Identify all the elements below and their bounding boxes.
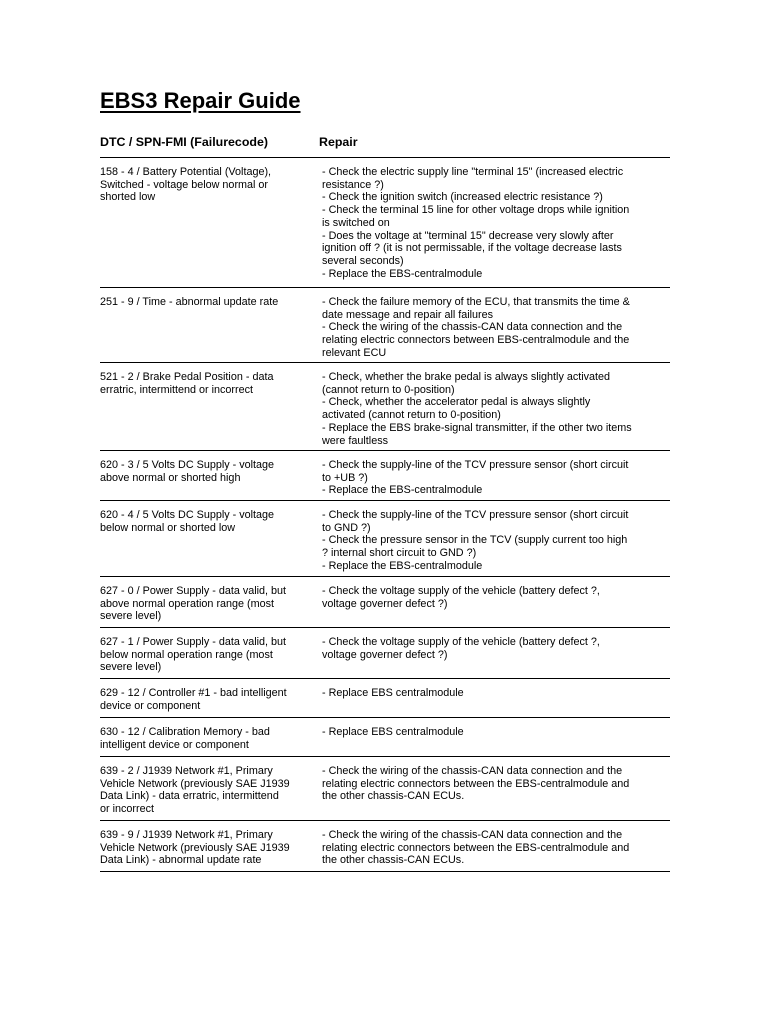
table-row xyxy=(100,628,670,679)
repair-text-line: - Replace the EBS-centralmodule xyxy=(322,267,483,280)
table-row xyxy=(100,288,670,363)
document-title: EBS3 Repair Guide xyxy=(100,88,301,113)
repair-text-line: is switched on xyxy=(322,216,390,229)
repair-cell xyxy=(322,371,670,447)
repair-text-line: - Check the wiring of the chassis-CAN data connection and the xyxy=(322,321,623,334)
repair-text-line: - Check the ignition switch (increased electric resistance ?) xyxy=(322,191,603,204)
dtc-cell xyxy=(100,765,305,816)
repair-text-line: - Does the voltage at "terminal 15" decrease very slowly after xyxy=(322,229,614,242)
dtc-cell xyxy=(100,636,305,674)
dtc-text-line: below normal or shorted low xyxy=(100,521,236,534)
repair-text-line: - Replace EBS centralmodule xyxy=(322,687,464,699)
dtc-text-line: Vehicle Network (previously SAE J1939 xyxy=(100,841,290,854)
repair-text-line: ? internal short circuit to GND ?) xyxy=(322,547,477,560)
dtc-cell xyxy=(100,726,305,751)
repair-text-line: - Check the terminal 15 line for other voltage drops while ignition xyxy=(322,204,630,217)
dtc-text-line: 620 - 3 / 5 Volts DC Supply - voltage xyxy=(100,459,275,471)
dtc-text-line: 521 - 2 / Brake Pedal Position - data xyxy=(100,371,274,383)
table-row xyxy=(100,451,670,501)
repair-text-line: - Check, whether the brake pedal is always slightly activated xyxy=(322,371,611,383)
repair-cell xyxy=(322,166,670,280)
dtc-cell xyxy=(100,687,305,712)
dtc-text-line: erratric, intermittend or incorrect xyxy=(100,383,254,396)
repair-text-line: several seconds) xyxy=(322,254,404,267)
table-row xyxy=(100,501,670,577)
repair-text-line: voltage governer defect ?) xyxy=(322,648,448,661)
repair-text-line: - Replace the EBS-centralmodule xyxy=(322,484,483,497)
dtc-text-line: above normal or shorted high xyxy=(100,471,241,484)
table-row xyxy=(100,363,670,451)
dtc-text-line: 620 - 4 / 5 Volts DC Supply - voltage xyxy=(100,509,275,521)
dtc-text-line: intelligent device or component xyxy=(100,738,249,751)
dtc-cell xyxy=(100,371,305,396)
repair-text-line: - Check the voltage supply of the vehicle (battery defect ?, xyxy=(322,636,600,648)
repair-text-line: - Replace the EBS-centralmodule xyxy=(322,559,483,572)
repair-cell xyxy=(322,636,670,661)
dtc-text-line: above normal operation range (most xyxy=(100,597,275,610)
repair-text-line: relating electric connectors between the EBS-centralmodule and xyxy=(322,841,630,854)
dtc-cell xyxy=(100,829,305,867)
repair-text-line: - Check the failure memory of the ECU, that transmits the time & xyxy=(322,296,630,308)
repair-text-line: to GND ?) xyxy=(322,521,371,534)
dtc-cell xyxy=(100,509,305,534)
repair-cell xyxy=(322,296,670,360)
dtc-text-line: 627 - 0 / Power Supply - data valid, but xyxy=(100,585,287,597)
dtc-text-line: Data Link) - abnormal update rate xyxy=(100,854,262,867)
repair-text-line: voltage governer defect ?) xyxy=(322,597,448,610)
dtc-text-line: severe level) xyxy=(100,661,162,674)
repair-text-line: resistance ?) xyxy=(322,178,384,191)
repair-text-line: (cannot return to 0-position) xyxy=(322,383,455,396)
repair-text-line: the other chassis-CAN ECUs. xyxy=(322,854,465,867)
dtc-cell xyxy=(100,459,305,484)
dtc-text-line: 629 - 12 / Controller #1 - bad intelligent xyxy=(100,687,287,699)
table-row xyxy=(100,718,670,757)
repair-text-line: - Check, whether the accelerator pedal is always slightly xyxy=(322,396,591,409)
table-row xyxy=(100,158,670,288)
dtc-text-line: Data Link) - data erratric, intermittend xyxy=(100,790,279,803)
repair-table xyxy=(100,158,670,872)
repair-text-line: - Check the supply-line of the TCV pressure sensor (short circuit xyxy=(322,509,629,521)
repair-text-line: - Check the electric supply line "terminal 15" (increased electric xyxy=(322,166,624,178)
repair-text-line: - Check the voltage supply of the vehicle (battery defect ?, xyxy=(322,585,600,597)
dtc-text-line: 158 - 4 / Battery Potential (Voltage), xyxy=(100,166,272,178)
dtc-text-line: 639 - 9 / J1939 Network #1, Primary xyxy=(100,829,273,841)
repair-cell xyxy=(322,726,670,739)
repair-cell xyxy=(322,687,670,700)
repair-text-line: the other chassis-CAN ECUs. xyxy=(322,790,465,803)
dtc-cell xyxy=(100,166,305,204)
dtc-text-line: 251 - 9 / Time - abnormal update rate xyxy=(100,296,279,308)
dtc-text-line: below normal operation range (most xyxy=(100,648,273,661)
table-row xyxy=(100,821,670,872)
repair-cell xyxy=(322,585,670,610)
dtc-text-line: Vehicle Network (previously SAE J1939 xyxy=(100,777,290,790)
repair-text-line: ignition off ? (it is not permissable, if the voltage decrease lasts xyxy=(322,242,622,255)
repair-text-line: - Check the pressure sensor in the TCV (supply current too high xyxy=(322,534,628,547)
table-row xyxy=(100,757,670,821)
repair-text-line: activated (cannot return to 0-position) xyxy=(322,409,501,422)
repair-text-line: relating electric connectors between the EBS-centralmodule and xyxy=(322,777,630,790)
table-row xyxy=(100,679,670,718)
repair-cell xyxy=(322,459,670,497)
dtc-text-line: 627 - 1 / Power Supply - data valid, but xyxy=(100,636,287,648)
dtc-text-line: 639 - 2 / J1939 Network #1, Primary xyxy=(100,765,273,777)
dtc-text-line: severe level) xyxy=(100,610,162,623)
column-header-dtc: DTC / SPN-FMI (Failurecode) xyxy=(100,135,268,149)
repair-text-line: - Check the wiring of the chassis-CAN data connection and the xyxy=(322,765,623,777)
dtc-text-line: 630 - 12 / Calibration Memory - bad xyxy=(100,726,270,738)
repair-text-line: - Check the supply-line of the TCV pressure sensor (short circuit xyxy=(322,459,629,471)
repair-text-line: to +UB ?) xyxy=(322,471,368,484)
repair-text-line: relevant ECU xyxy=(322,346,387,359)
repair-text-line: - Replace EBS centralmodule xyxy=(322,726,464,738)
repair-text-line: - Check the wiring of the chassis-CAN data connection and the xyxy=(322,829,623,841)
repair-cell xyxy=(322,765,670,803)
repair-text-line: date message and repair all failures xyxy=(322,308,494,321)
repair-text-line: - Replace the EBS brake-signal transmitter, if the other two items xyxy=(322,421,632,434)
table-row xyxy=(100,577,670,628)
repair-cell xyxy=(322,509,670,573)
column-headers xyxy=(100,135,670,153)
repair-text-line: relating electric connectors between EBS-centralmodule and the xyxy=(322,334,630,347)
dtc-text-line: device or component xyxy=(100,699,201,712)
dtc-text-line: or incorrect xyxy=(100,803,155,816)
repair-cell xyxy=(322,829,670,867)
dtc-cell xyxy=(100,296,305,309)
dtc-text-line: Switched - voltage below normal or xyxy=(100,178,269,191)
dtc-cell xyxy=(100,585,305,623)
dtc-text-line: shorted low xyxy=(100,191,156,204)
column-header-repair: Repair xyxy=(319,135,358,149)
repair-text-line: were faultless xyxy=(322,434,389,447)
